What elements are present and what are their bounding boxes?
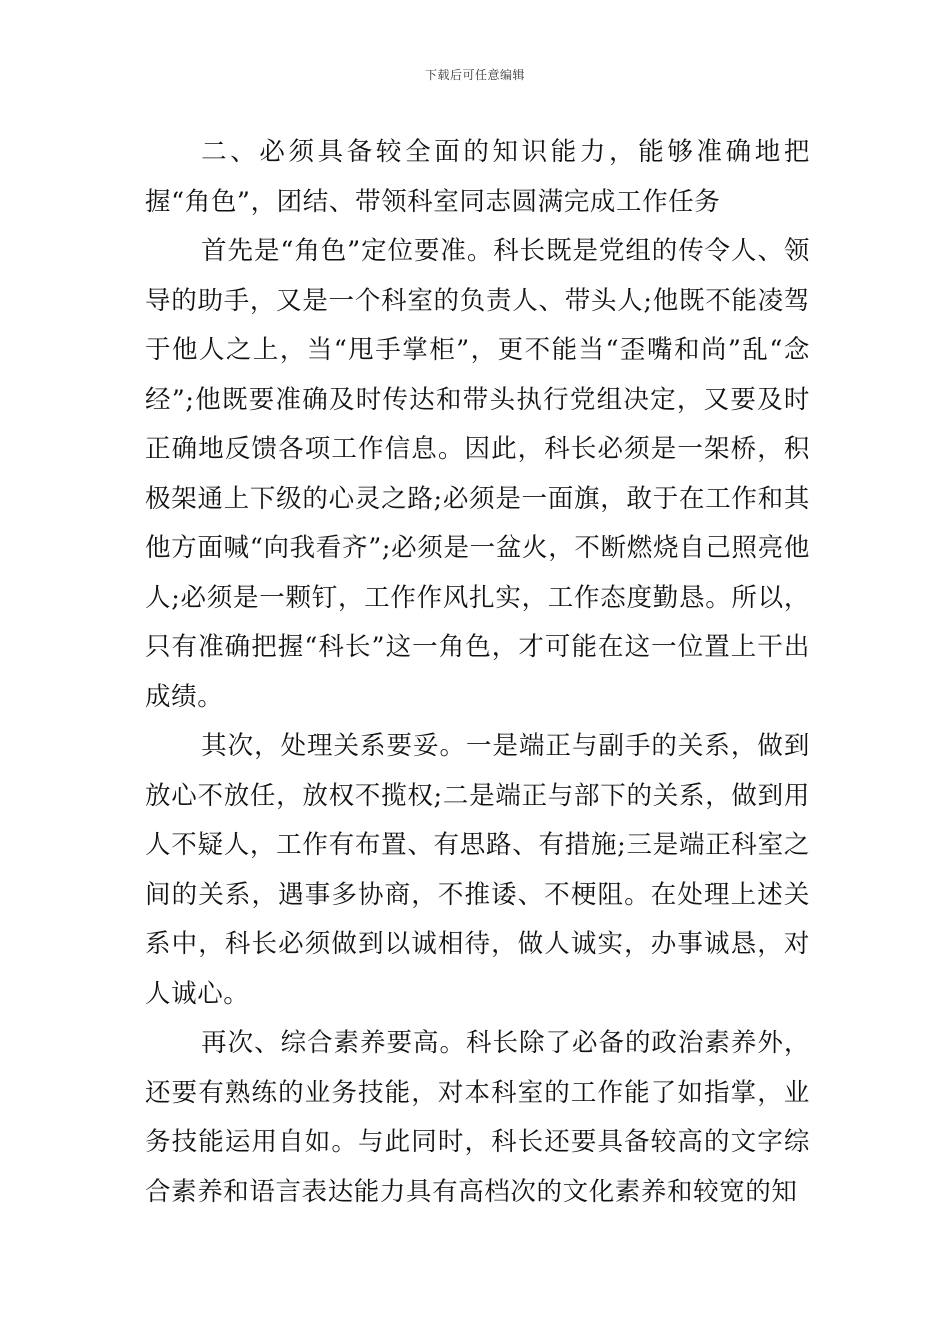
paragraph-section-heading: 二、必须具备较全面的知识能力，能够准确地把握“角色”，团结、带领科室同志圆满完成工作任务 bbox=[145, 137, 810, 217]
paragraph-relationships: 其次，处理关系要妥。一是端正与副手的关系，做到放心不放任，放权不揽权;二是端正与部下的关系，做到用人不疑人，工作有布置、有思路、有措施;三是端正科室之间的关系，遇事多协商，不推诿、不梗阻。在处理上述关系中，科长必须做到以诚相待，做人诚实，办事诚恳，对人诚心。 bbox=[145, 731, 810, 1009]
document-body bbox=[145, 128, 810, 1217]
paragraph-comprehensive-quality: 再次、综合素养要高。科长除了必备的政治素养外，还要有熟练的业务技能，对本科室的工作能了如指掌，业务技能运用自如。与此同时，科长还要具备较高的文字综合素养和语言表达能力具有高档次的文化素养和较宽的知 bbox=[145, 1028, 810, 1207]
header-note: 下载后可任意编辑 bbox=[424, 68, 525, 82]
paragraph-role-positioning: 首先是“角色”定位要准。科长既是党组的传令人、领导的助手，又是一个科室的负责人、带头人;他既不能凌驾于他人之上，当“甩手掌柜”，更不能当“歪嘴和尚”乱“念经”;他既要准确及时传达和带头执行党组决定，又要及时正确地反馈各项工作信息。因此，科长必须是一架桥，积极架通上下级的心灵之路;必须是一面旗，敢于在工作和其他方面喊“向我看齐”;必须是一盆火，不断燃烧自己照亮他人;必须是一颗钉，工作作风扎实，工作态度勤恳。所以，只有准确把握“科长”这一角色，才可能在这一位置上干出成绩。 bbox=[145, 236, 810, 712]
